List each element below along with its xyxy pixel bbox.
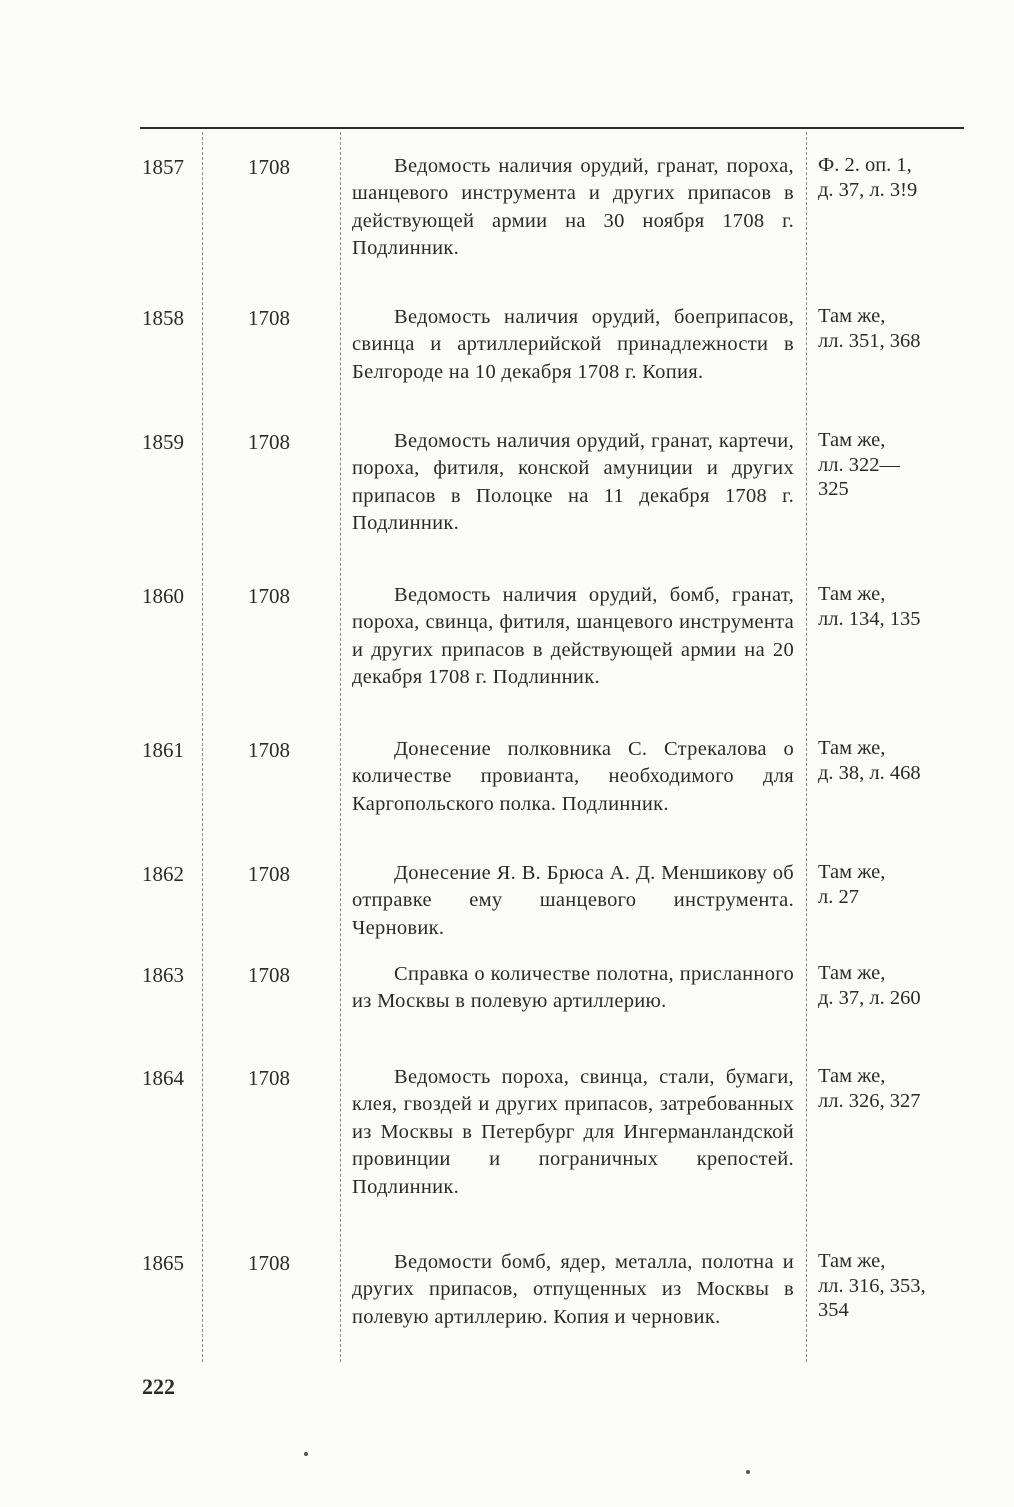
row-number: 1859 xyxy=(142,430,184,454)
row-archive-reference xyxy=(818,1064,968,1113)
row-year: 1708 xyxy=(248,1251,290,1275)
page-number: 222 xyxy=(142,1374,175,1399)
row-archive-reference xyxy=(818,736,968,785)
reference-line: д. 38, л. 468 xyxy=(818,761,921,784)
row-description: Донесение полковника С. Стрекалова о количестве провианта, необходимого для Каргопольского полка. Подлинник. xyxy=(352,738,794,815)
row-year: 1708 xyxy=(248,963,290,987)
row-number: 1861 xyxy=(142,738,184,762)
row-year: 1708 xyxy=(248,738,290,762)
reference-line: Там же, xyxy=(818,1065,886,1087)
row-description: Ведомость наличия орудий, гранат, картечи, пороха, фитиля, конской амуниции и других припасов в Полоцке на 11 декабря 1708 г. Подлинник. xyxy=(352,430,794,535)
reference-line: л. 27 xyxy=(818,885,859,908)
reference-line: лл. 351, 368 xyxy=(818,329,921,352)
reference-line: лл. 134, 135 xyxy=(818,607,921,630)
reference-line: Там же, xyxy=(818,429,886,451)
reference-line: Там же, xyxy=(818,305,886,327)
row-number: 1865 xyxy=(142,1251,184,1275)
reference-line: Там же, xyxy=(818,583,886,605)
row-archive-reference xyxy=(818,153,968,202)
row-year: 1708 xyxy=(248,584,290,608)
reference-line: д. 37, л. 260 xyxy=(818,986,921,1009)
reference-line: лл. 322— xyxy=(818,453,900,476)
print-speck xyxy=(304,1452,308,1456)
reference-line: д. 37, л. 3!9 xyxy=(818,178,918,201)
row-year: 1708 xyxy=(248,430,290,454)
row-archive-reference xyxy=(818,961,968,1010)
reference-line: Там же, xyxy=(818,737,886,759)
row-archive-reference xyxy=(818,1249,968,1323)
row-description: Ведомость пороха, свинца, стали, бумаги, клея, гвоздей и других припасов, затребованных из Москвы в Петербург для Ингерманландской провинции и пограничных крепостей. Подлинник. xyxy=(352,1066,794,1198)
reference-line: лл. 316, 353, xyxy=(818,1274,926,1297)
reference-line: Там же, xyxy=(818,962,886,984)
row-description: Справка о количестве полотна, присланного из Москвы в полевую артиллерию. xyxy=(352,963,794,1013)
print-speck xyxy=(746,1470,750,1474)
reference-line: Там же, xyxy=(818,861,886,883)
row-archive-reference xyxy=(818,860,968,909)
reference-line: Ф. 2. оп. 1, xyxy=(818,154,912,176)
row-description: Донесение Я. В. Брюса А. Д. Меншикову об отправке ему шанцевого инструмента. Черновик. xyxy=(352,862,794,939)
row-archive-reference xyxy=(818,582,968,631)
row-description: Ведомость наличия орудий, боеприпасов, свинца и артиллерийской принадлежности в Белгороде на 10 декабря 1708 г. Копия. xyxy=(352,306,794,383)
row-number: 1857 xyxy=(142,155,184,179)
reference-line: 325 xyxy=(818,478,849,500)
row-year: 1708 xyxy=(248,1066,290,1090)
reference-line: 354 xyxy=(818,1299,849,1321)
row-year: 1708 xyxy=(248,862,290,886)
row-archive-reference xyxy=(818,428,968,502)
row-number: 1864 xyxy=(142,1066,184,1090)
row-description: Ведомости бомб, ядер, металла, полотна и других припасов, отпущенных из Москвы в полевую артиллерию. Копия и черновик. xyxy=(352,1251,794,1328)
reference-line: Там же, xyxy=(818,1250,886,1272)
row-number: 1860 xyxy=(142,584,184,608)
reference-line: лл. 326, 327 xyxy=(818,1089,921,1112)
row-number: 1863 xyxy=(142,963,184,987)
row-number: 1862 xyxy=(142,862,184,886)
row-description: Ведомость наличия орудий, бомб, гранат, пороха, свинца, фитиля, шанцевого инструмента и других припасов в действующей армии на 20 декабря 1708 г. Подлинник. xyxy=(352,584,794,689)
row-year: 1708 xyxy=(248,155,290,179)
row-year: 1708 xyxy=(248,306,290,330)
row-description: Ведомость наличия орудий, гранат, пороха, шанцевого инструмента и других припасов в действующей армии на 30 ноября 1708 г. Подлинник. xyxy=(352,155,794,260)
row-number: 1858 xyxy=(142,306,184,330)
row-archive-reference xyxy=(818,304,968,353)
